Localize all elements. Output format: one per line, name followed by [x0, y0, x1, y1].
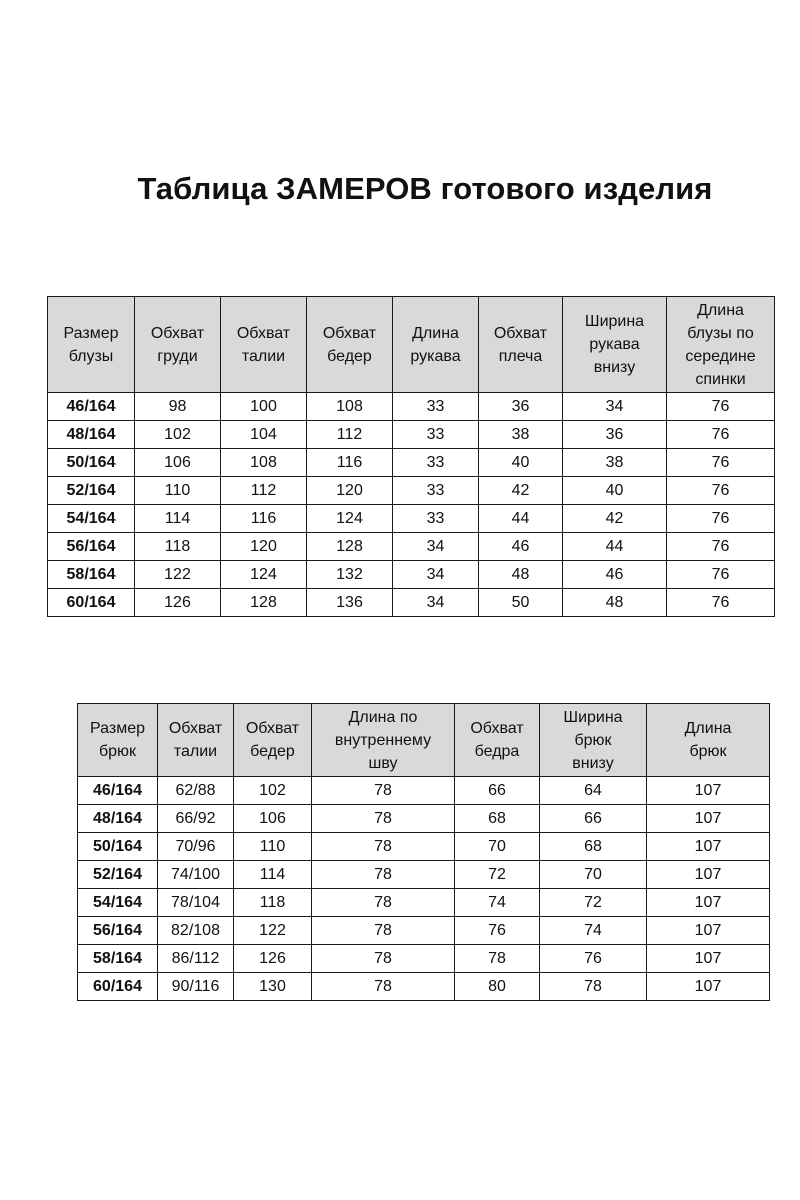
page-title: Таблица ЗАМЕРОВ готового изделия	[137, 171, 713, 206]
measurement-cell: 42	[563, 505, 667, 533]
column-header-line: Обхват	[168, 720, 223, 737]
measurement-cell: 106	[234, 805, 312, 833]
trousers-size-table	[77, 703, 770, 1001]
measurement-cell: 116	[221, 505, 307, 533]
column-header-line: спинки	[695, 370, 746, 388]
column-header	[48, 297, 135, 393]
column-header	[393, 297, 479, 393]
measurement-cell: 33	[393, 421, 479, 449]
table-row	[78, 917, 770, 945]
measurement-cell: 124	[307, 505, 393, 533]
column-header	[312, 704, 455, 777]
column-header-line: Обхват	[322, 324, 377, 342]
column-header-line: бедра	[474, 743, 520, 760]
table-row	[78, 973, 770, 1001]
size-cell: 46/164	[48, 393, 135, 421]
measurement-cell: 126	[135, 589, 221, 617]
measurement-cell: 118	[135, 533, 221, 561]
column-header	[78, 704, 158, 777]
table-row	[78, 805, 770, 833]
column-header-line: бедер	[327, 347, 372, 365]
measurement-cell: 128	[221, 589, 307, 617]
column-header-line: блузы	[68, 347, 114, 365]
measurement-cell: 66	[540, 805, 647, 833]
column-header-line: Обхват	[236, 324, 291, 342]
measurement-cell: 62/88	[158, 777, 234, 805]
column-header-line: Обхват	[245, 720, 300, 737]
column-header	[234, 704, 312, 777]
table-row	[48, 421, 775, 449]
measurement-cell: 107	[647, 805, 770, 833]
measurement-cell: 38	[479, 421, 563, 449]
size-cell: 54/164	[78, 889, 158, 917]
measurement-cell: 76	[455, 917, 540, 945]
measurement-cell: 108	[221, 449, 307, 477]
column-header-line: середине	[685, 347, 756, 365]
column-header-line: Ширина	[584, 313, 645, 330]
size-cell: 54/164	[48, 505, 135, 533]
table-row	[48, 589, 775, 617]
measurement-cell: 72	[455, 861, 540, 889]
column-header-line: талии	[241, 347, 286, 365]
measurement-cell: 107	[647, 861, 770, 889]
measurement-cell: 38	[563, 449, 667, 477]
column-header	[647, 704, 770, 777]
measurement-cell: 70	[455, 833, 540, 861]
measurement-cell: 120	[221, 533, 307, 561]
table-row	[48, 533, 775, 561]
column-header-line: Обхват	[493, 324, 548, 342]
column-header-line: брюк	[689, 743, 727, 760]
measurement-cell: 122	[234, 917, 312, 945]
measurement-cell: 76	[667, 393, 775, 421]
measurement-cell: 114	[234, 861, 312, 889]
size-cell: 60/164	[78, 973, 158, 1001]
table-row	[78, 777, 770, 805]
column-header-line: брюк	[98, 743, 137, 760]
column-header-line: плеча	[498, 347, 543, 365]
measurement-cell: 107	[647, 833, 770, 861]
table-row	[48, 393, 775, 421]
measurement-cell: 76	[667, 533, 775, 561]
size-cell: 50/164	[48, 449, 135, 477]
measurement-cell: 34	[563, 393, 667, 421]
measurement-cell: 48	[479, 561, 563, 589]
measurement-cell: 33	[393, 393, 479, 421]
measurement-cell: 104	[221, 421, 307, 449]
measurement-cell: 78	[540, 973, 647, 1001]
measurement-cell: 76	[540, 945, 647, 973]
measurement-cell: 86/112	[158, 945, 234, 973]
measurement-cell: 110	[234, 833, 312, 861]
measurement-cell: 132	[307, 561, 393, 589]
measurement-cell: 116	[307, 449, 393, 477]
column-header	[667, 297, 775, 393]
measurement-cell: 118	[234, 889, 312, 917]
measurement-cell: 44	[479, 505, 563, 533]
measurement-cell: 66/92	[158, 805, 234, 833]
measurement-cell: 72	[540, 889, 647, 917]
measurement-cell: 76	[667, 477, 775, 505]
measurement-cell: 98	[135, 393, 221, 421]
table-row	[78, 945, 770, 973]
column-header-line: внизу	[593, 359, 636, 376]
measurement-cell: 33	[393, 505, 479, 533]
measurement-cell: 78	[312, 889, 455, 917]
size-cell: 48/164	[78, 805, 158, 833]
measurement-cell: 107	[647, 917, 770, 945]
size-cell: 56/164	[78, 917, 158, 945]
column-header-line: Обхват	[150, 324, 205, 342]
column-header-line: Обхват	[470, 720, 524, 737]
column-header-line: бедер	[250, 743, 295, 760]
measurement-cell: 48	[563, 589, 667, 617]
measurement-cell: 130	[234, 973, 312, 1001]
measurement-cell: 80	[455, 973, 540, 1001]
size-cell: 52/164	[78, 861, 158, 889]
column-header-line: внизу	[572, 754, 614, 772]
measurement-cell: 110	[135, 477, 221, 505]
column-header-line: Длина	[697, 301, 744, 319]
measurement-cell: 122	[135, 561, 221, 589]
measurement-cell: 78	[312, 973, 455, 1001]
size-cell: 48/164	[48, 421, 135, 449]
column-header-line: Ширина	[563, 708, 623, 726]
column-header	[479, 297, 563, 393]
measurement-cell: 100	[221, 393, 307, 421]
measurement-cell: 68	[540, 833, 647, 861]
measurement-cell: 78	[455, 945, 540, 973]
measurement-cell: 102	[234, 777, 312, 805]
measurement-cell: 106	[135, 449, 221, 477]
size-cell: 60/164	[48, 589, 135, 617]
table-header-row	[48, 297, 775, 393]
table-row	[48, 561, 775, 589]
measurement-cell: 107	[647, 945, 770, 973]
measurement-cell: 114	[135, 505, 221, 533]
measurement-cell: 82/108	[158, 917, 234, 945]
measurement-cell: 107	[647, 889, 770, 917]
column-header-line: Длина	[684, 720, 732, 737]
measurement-cell: 76	[667, 589, 775, 617]
measurement-cell: 74/100	[158, 861, 234, 889]
measurement-cell: 126	[234, 945, 312, 973]
measurement-cell: 36	[563, 421, 667, 449]
measurement-cell: 78/104	[158, 889, 234, 917]
measurement-cell: 102	[135, 421, 221, 449]
measurement-cell: 46	[563, 561, 667, 589]
table-header-row	[78, 704, 770, 777]
measurement-cell: 66	[455, 777, 540, 805]
column-header-line: блузы по	[687, 324, 754, 342]
measurement-cell: 76	[667, 505, 775, 533]
measurement-cell: 136	[307, 589, 393, 617]
measurement-cell: 78	[312, 805, 455, 833]
table-row	[48, 477, 775, 505]
column-header-line: Длина по	[348, 708, 418, 726]
size-cell: 50/164	[78, 833, 158, 861]
measurement-cell: 76	[667, 449, 775, 477]
measurement-cell: 42	[479, 477, 563, 505]
column-header-line: Размер	[90, 720, 145, 737]
measurement-cell: 74	[540, 917, 647, 945]
column-header-line: Размер	[63, 324, 119, 342]
measurement-cell: 78	[312, 945, 455, 973]
column-header	[563, 297, 667, 393]
measurement-cell: 40	[563, 477, 667, 505]
column-header-line: рукава	[410, 347, 461, 365]
measurement-cell: 50	[479, 589, 563, 617]
measurement-cell: 70	[540, 861, 647, 889]
size-cell: 46/164	[78, 777, 158, 805]
measurement-cell: 68	[455, 805, 540, 833]
measurement-cell: 36	[479, 393, 563, 421]
column-header-line: талии	[173, 743, 218, 760]
measurement-cell: 74	[455, 889, 540, 917]
measurement-cell: 78	[312, 861, 455, 889]
measurement-cell: 78	[312, 833, 455, 861]
size-cell: 58/164	[48, 561, 135, 589]
measurement-cell: 40	[479, 449, 563, 477]
measurement-cell: 44	[563, 533, 667, 561]
measurement-cell: 34	[393, 561, 479, 589]
column-header-line: груди	[157, 347, 198, 365]
measurement-cell: 128	[307, 533, 393, 561]
table-row	[48, 505, 775, 533]
column-header-line: Длина	[412, 324, 459, 342]
measurement-cell: 46	[479, 533, 563, 561]
blouse-size-table	[47, 296, 775, 617]
measurement-cell: 70/96	[158, 833, 234, 861]
column-header	[135, 297, 221, 393]
column-header-line: брюк	[574, 731, 612, 749]
measurement-cell: 76	[667, 561, 775, 589]
table-row	[48, 449, 775, 477]
size-cell: 52/164	[48, 477, 135, 505]
column-header	[221, 297, 307, 393]
size-cell: 56/164	[48, 533, 135, 561]
measurement-cell: 108	[307, 393, 393, 421]
column-header	[540, 704, 647, 777]
column-header	[455, 704, 540, 777]
measurement-cell: 33	[393, 477, 479, 505]
size-cell: 58/164	[78, 945, 158, 973]
measurement-cell: 124	[221, 561, 307, 589]
column-header	[307, 297, 393, 393]
measurement-cell: 64	[540, 777, 647, 805]
column-header-line: шву	[368, 754, 398, 772]
measurement-cell: 107	[647, 777, 770, 805]
measurement-cell: 33	[393, 449, 479, 477]
measurement-cell: 34	[393, 533, 479, 561]
measurement-cell: 78	[312, 777, 455, 805]
measurement-cell: 120	[307, 477, 393, 505]
column-header	[158, 704, 234, 777]
column-header-line: внутреннему	[334, 731, 432, 749]
column-header-line: рукава	[589, 336, 640, 353]
measurement-cell: 107	[647, 973, 770, 1001]
measurement-cell: 34	[393, 589, 479, 617]
measurement-cell: 76	[667, 421, 775, 449]
table-row	[78, 861, 770, 889]
table-row	[78, 833, 770, 861]
measurement-cell: 90/116	[158, 973, 234, 1001]
table-row	[78, 889, 770, 917]
measurement-cell: 112	[307, 421, 393, 449]
measurement-cell: 112	[221, 477, 307, 505]
measurement-cell: 78	[312, 917, 455, 945]
